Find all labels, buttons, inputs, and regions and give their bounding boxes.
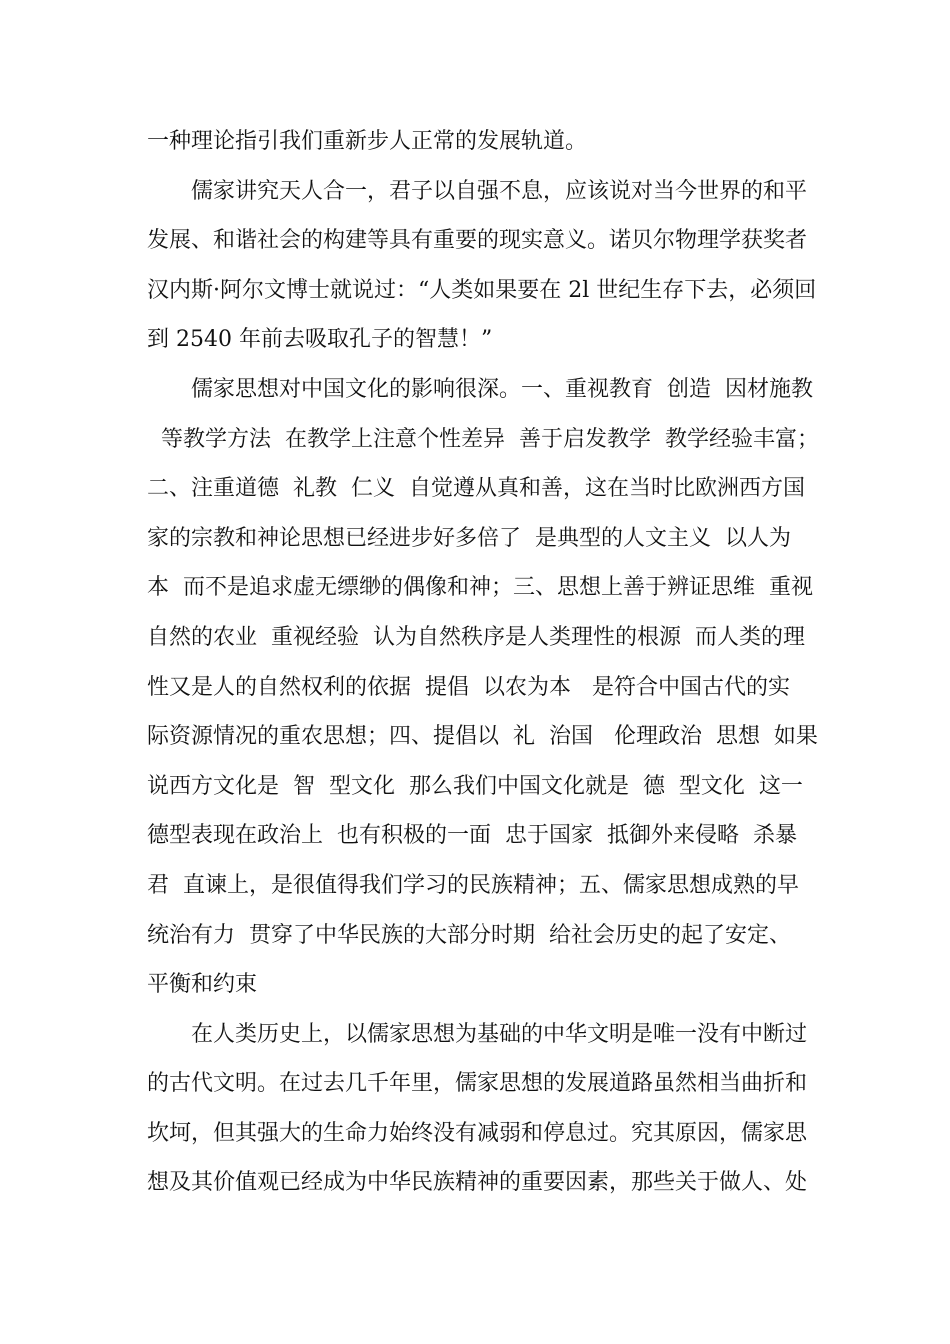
text-line: 发展、和谐社会的构建等具有重要的现实意义。诺贝尔物理学获奖者	[147, 228, 808, 254]
text-line: 性又是人的自然权利的依据 提倡 以农为本 是符合中国古代的实	[147, 674, 790, 700]
text-line: 德型表现在政治上 也有积极的一面 忠于国家 抵御外来侵略 杀暴	[147, 823, 797, 849]
text-line: 想及其价值观已经成为中华民族精神的重要因素，那些关于做人、处	[147, 1170, 808, 1196]
text-line: 二、注重道德 礼教 仁义 自觉遵从真和善，这在当时比欧洲西方国	[147, 476, 805, 502]
text-line: 坎坷，但其强大的生命力始终没有减弱和停息过。究其原因，儒家思	[147, 1120, 808, 1146]
text-line: 统治有力 贯穿了中华民族的大部分时期 给社会历史的起了安定、	[147, 922, 791, 948]
text-line: 汉内斯·阿尔文博士就说过：“人类如果要在 2l 世纪生存下去，必须回	[147, 277, 817, 303]
body-text	[147, 117, 827, 1208]
text-line: 说西方文化是 智 型文化 那么我们中国文化就是 德 型文化 这一	[147, 773, 803, 799]
text-line: 平衡和约束	[147, 972, 258, 998]
text-line: 等教学方法 在教学上注意个性差异 善于启发教学 教学经验丰富；	[147, 426, 819, 452]
text-line: 君 直谏上，是很值得我们学习的民族精神；五、儒家思想成熟的早	[147, 872, 799, 898]
text-line: 家的宗教和神论思想已经进步好多倍了 是典型的人文主义 以人为	[147, 525, 791, 551]
text-line: 本 而不是追求虚无缥缈的偶像和神；三、思想上善于辨证思维 重视	[147, 575, 813, 601]
text-line: 的古代文明。在过去几千年里，儒家思想的发展道路虽然相当曲折和	[147, 1071, 808, 1097]
text-line: 际资源情况的重农思想；四、提倡以 礼 治国 伦理政治 思想 如果	[147, 724, 818, 750]
text-line: 儒家讲究天人合一，君子以自强不息，应该说对当今世界的和平	[147, 178, 808, 204]
text-line: 儒家思想对中国文化的影响很深。一、重视教育 创造 因材施教	[147, 376, 813, 402]
text-line: 自然的农业 重视经验 认为自然秩序是人类理性的根源 而人类的理	[147, 624, 805, 650]
text-line: 在人类历史上，以儒家思想为基础的中华文明是唯一没有中断过	[147, 1021, 808, 1047]
text-line: 一种理论指引我们重新步人正常的发展轨道。	[147, 129, 588, 154]
text-line: 到 2540 年前去吸取孔子的智慧！”	[147, 327, 493, 353]
